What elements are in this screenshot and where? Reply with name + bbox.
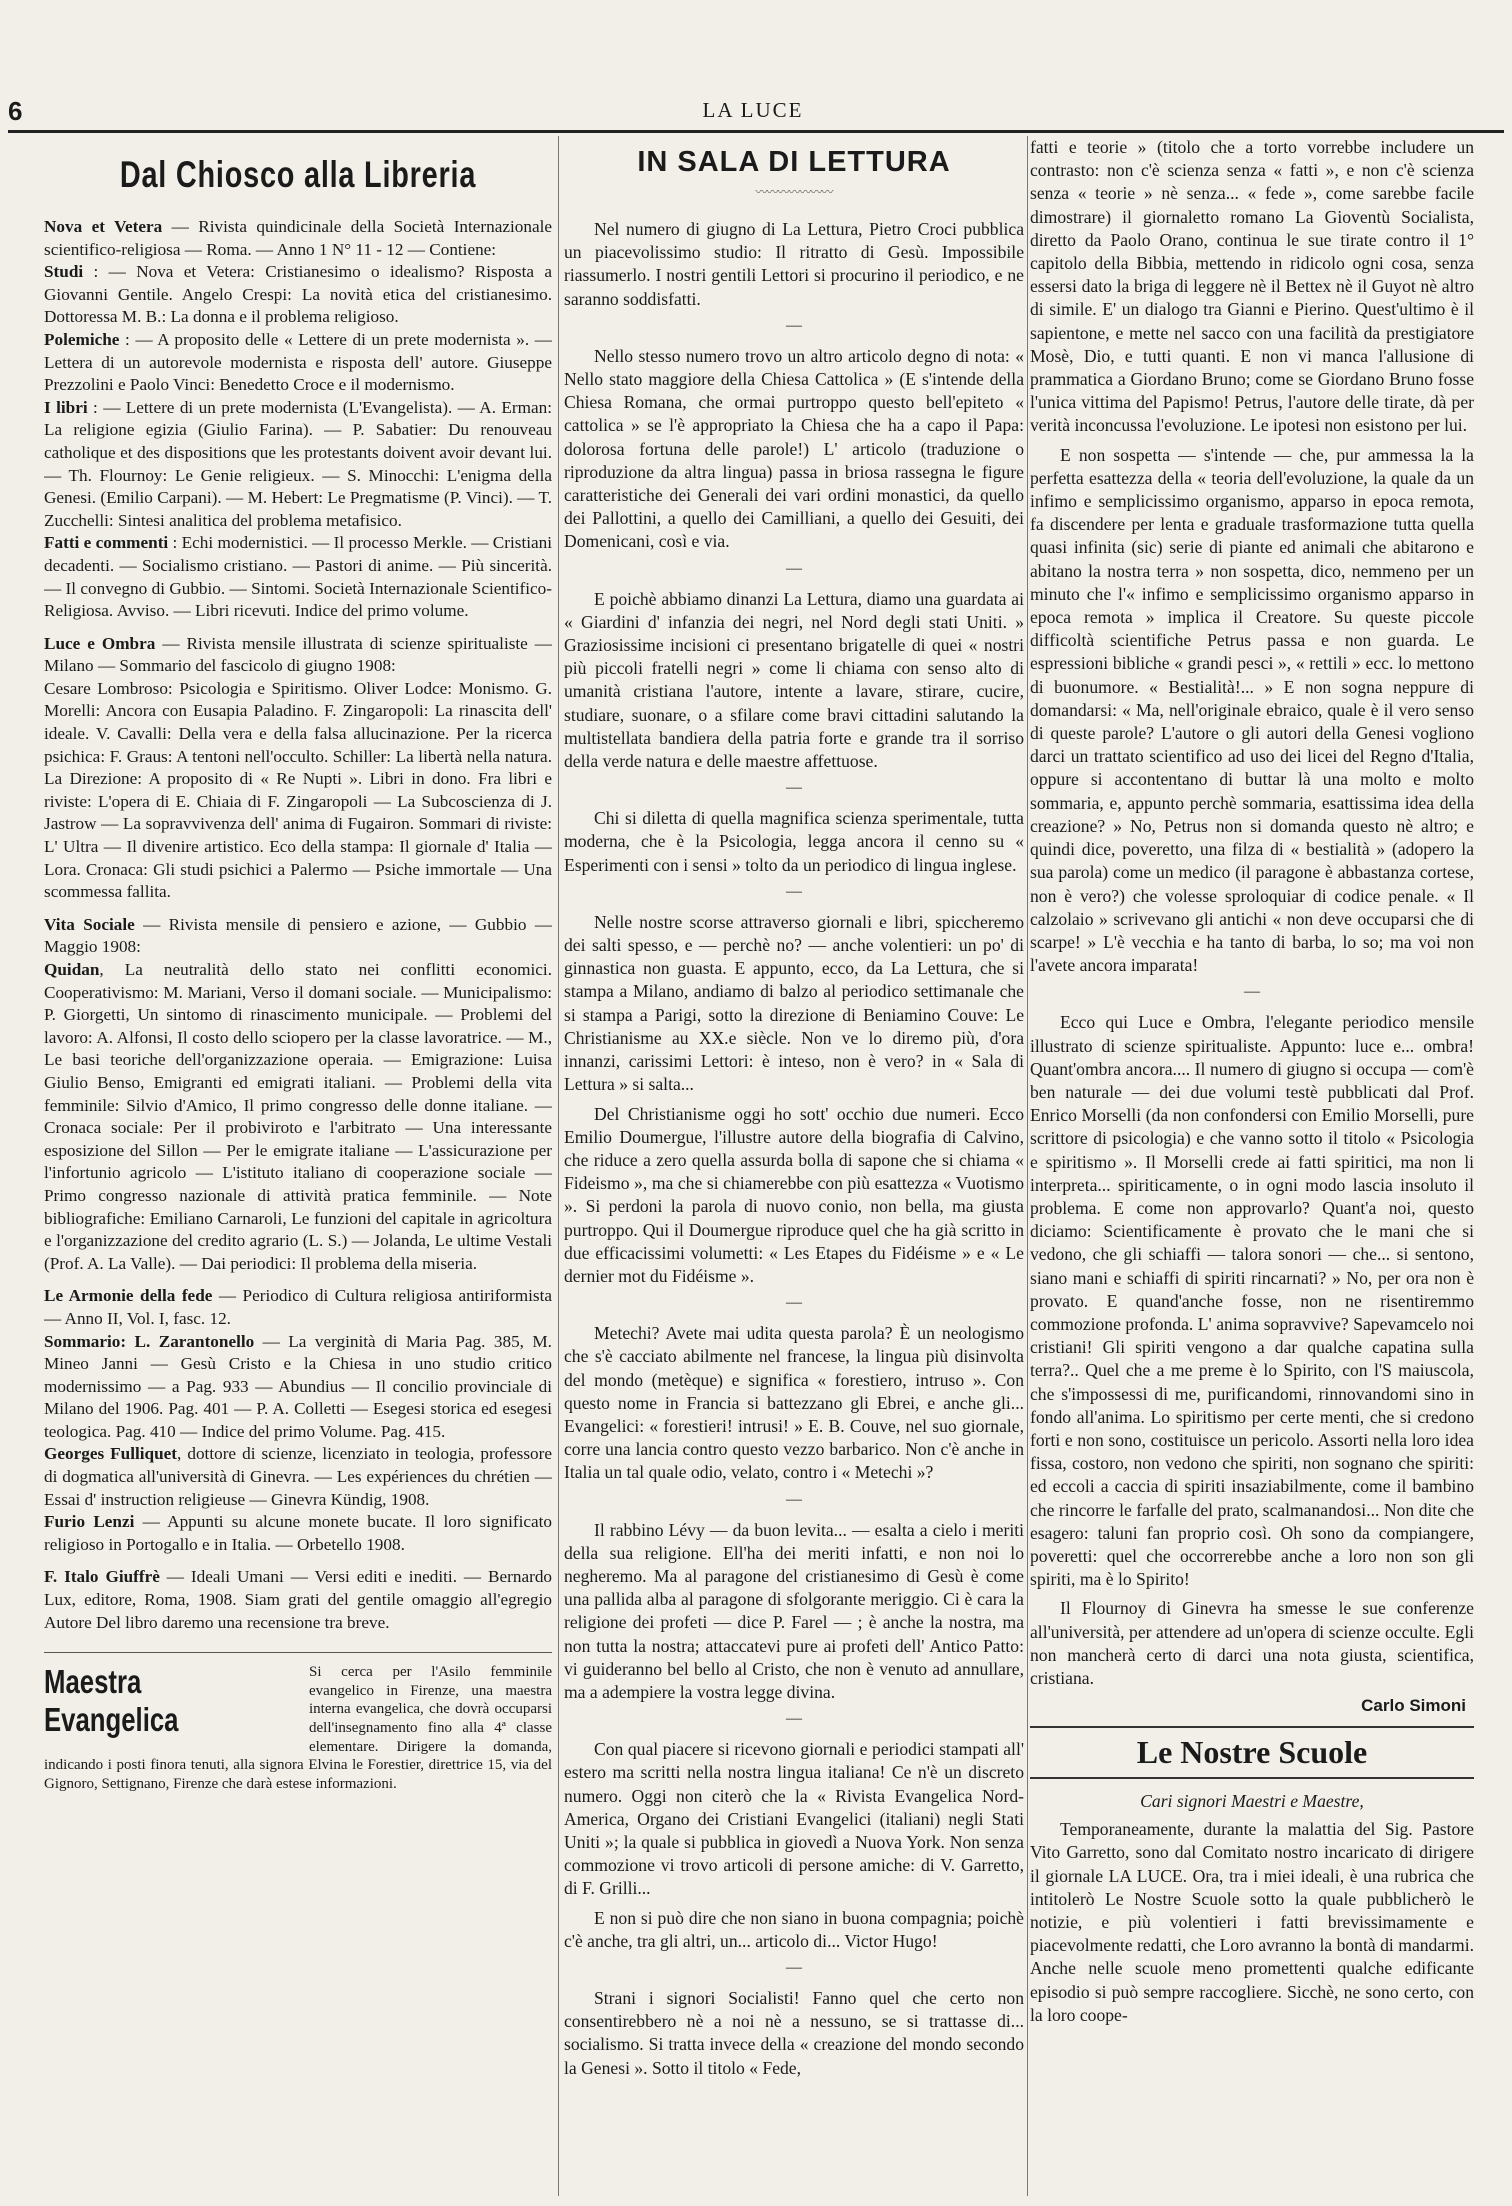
separator-dash: —: [786, 1490, 802, 1508]
article-paragraph: Metechi? Avete mai udita questa parola? È un neologismo che s'è cacciato abilmente nel francese, la lingua più disinvolta del mondo (metèque) e significa « forestiero, intruso ». Con questo nome in Francia si battezzano gli Ebrei, e anche gli... Evangelici: « forestieri! intrusi! » E. B. Couve, nel suo giornale, corre una lancia contro questo vezzo barbarico. Non c'è anche in Italia un tal quale odio, velato, contro i « Metechi »?: [564, 1323, 1024, 1483]
entry-lead: Luce e Ombra: [44, 633, 156, 653]
separator-dash: —: [786, 316, 802, 334]
review-entry: I libri : — Lettere di un prete modernista (L'Evangelista). — A. Erman: La religione egizia (Giulio Farina). — P. Sabatier: Du renouveau catholique et des dispositions que les protestants doivent avoir devant lui. — Th. Flournoy: Le Genie religieux. — S. Minocchi: L'enigma della Genesi. (Emilio Carpani). — M. Hebert: Le Pregmatisme (P. Vinci). — T. Zucchelli: Sintesi analitica del problema metafisico.: [44, 397, 552, 530]
review-entry: Polemiche : — A proposito delle « Lettere di un prete modernista ». — Lettera di un autorevole modernista e risposta dell' autore. Giuseppe Prezzolini e Paolo Vinci: Benedetto Croce e il modernismo.: [44, 329, 552, 395]
review-entry: Le Armonie della fede — Periodico di Cultura religiosa antiriformista — Anno II, Vol. I, fasc. 12.: [44, 1286, 552, 1328]
article-paragraph: E non si può dire che non siano in buona compagnia; poichè c'è anche, tra gli altri, un... articolo di... Victor Hugo!: [564, 1907, 1024, 1951]
article-paragraph: Del Christianisme oggi ho sott' occhio due numeri. Ecco Emilio Doumergue, l'illustre autore della biografia di Calvino, che riduce a zero quella assurda bolla di sapone che si chiama « Fideismo », ma che si chiamerebbe con più esattezza « Vuotismo ». Si perdoni la parola di nuovo conio, non bella, ma giusta purtroppo. Qui il Doumergue riproduce quel che ha già scritto in due efficacissimi volumetti: « Les Etapes du Fidéisme » e « Le dernier mot du Fidéisme ».: [564, 1103, 1024, 1286]
column-divider-2: [1027, 136, 1028, 2196]
entry-lead: I libri: [44, 397, 88, 417]
entry-lead: Nova et Vetera: [44, 217, 163, 236]
review-entry: Cesare Lombroso: Psicologia e Spiritismo. Oliver Lodce: Monismo. G. Morelli: Ancora con Eusapia Paladino. F. Zingaropoli: La rinascita dell' ideale. V. Cavalli: Della vera e della falsa allucinazione. Per la ricerca psichica: F. Graus: A tentoni nell'occulto. Schiller: La libertà nella natura. La Direzione: A proposito di « Re Nupti ». Libri in dono. Fra libri e riviste: L'opera di E. Chiaia di F. Zingaropoli — La Subcoscienza di J. Jastrow — La sopravvivenza dell' anima di Fugairon. Sommari di riviste: L' Ultra — Il divenire artistico. Eco della stampa: Il giornale d' Italia — Lora. Cronaca: Gli studi psichici a Palermo — Psiche immortale — Una scommessa fallita.: [44, 678, 552, 902]
article-paragraph: E non sospetta — s'intende — che, pur ammessa la la perfetta esattezza della « teoria dell'evoluzione, la quale da un infimo e semplicissimo organismo, apparso in epoca remota, fa discendere per lenta e graduale trasformazione tutta quella quasi infinita (sic) serie di piante ed animali che abitarono e abitano la nostra terra » non sospetta, dico, nemmeno per un minuto che l'« infimo e semplicissimo organismo apparso in epoca remota » implica il Creatore. Su queste piccole difficoltà scientifiche Petrus passa e non guarda. Le espressioni bibliche « grandi pesci », « rettili » ecc. lo mettono di buonumore. « Bestialità!... » E non sogna neppure di domandarsi: « Ma, nell'originale ebraico, quale è il vero senso di queste parole? L'autore o gli autori della Genesi vogliono darci un trattato scientifico ad uso dei licei del Regno d'Italia, oppure si accontentano di buttar là una molto e molto sommaria, e, appunto perchè sommaria, esattissima idea della creazione? » No, Petrus non si domanda questo nè altro; e quindi dice, poveretto, una filza di « bestialità » (adopero la sua parola) come un medico (il paragone è abbastanza cortese, non è vero?) che volesse sproloquiar di codice penale. « Il calzolaio » scrivevano gli antichi « non deve occuparsi che di scarpe! » L'è vecchia e ha tanto di barba, lo so; ma voi non l'avete ancora imparata!: [1030, 444, 1474, 976]
article-paragraph: Ecco qui Luce e Ombra, l'elegante periodico mensile illustrato di scienze spiritualiste. Appunto: luce e... ombra! Quant'ombra ancora.... Il numero di giugno si occupa — com'è ben naturale — dei due volumi testè pubblicati dal Prof. Enrico Morselli (da non confondersi con Emilio Morselli, pure scrittore di psicologia) e che vanno sotto il titolo « Psicologia e spiritismo ». Il Morselli crede ai fatti spiritici, ma non li interpreta... spiriticamente, o in ogni modo lascia insoluto il problema. E come non approvarlo? Quant'a noi, questo diciamo: Scientificamente è provato che le mani che si vedono, che gli schiaffi — talora sonori — che... si sentono, siano mani e schiaffi di spiriti rincarnati? » No, per ora non è provato. E quand'anche fosse, non ne risentiremmo commozione profonda. L' anima sopravvive? Sapevamcelo noi cristiani! Gli spiriti vengono a dar qualche capatina sulla terra?.. Quel che a me preme è lo Spirito, con l'S maiuscola, che s'impossessi di me, purificandomi, rinnovandomi sino in fondo all'anima. Lo spiritismo per certe menti, che si credono forti e non sono, costituisce un pericolo. Assorti nella loro idea fissa, costoro, non vedono che spiriti, non sognano che spiriti: ed eccoli a caccia di spiriti insaziabilmente, come il bambino che rincorre le farfalle del prato, scalmanandosi... Non dite che esagero: taluni fan proprio così. Oh sono da compiangere, poveretti: quel che occorrerebbe anche a loro non son gli spiriti, ma è lo Spirito!: [1030, 1012, 1474, 1590]
article-paragraph: E poichè abbiamo dinanzi La Lettura, diamo una guardata ai « Giardini d' infanzia dei negri, nel Nord degli stati Uniti. » Graziosissime incisioni ci presentano brigatelle di quei « nostri più piccoli fratelli negri » come li chiama con senso alto di umanità cristiana l'autore, intente a lavare, stirare, cucire, studiare, suonare, o a sfilare come bravi cittadini salutando la multistellata bandiera della patria forte e grande tra il sorriso della verde natura e delle maestre affettuose.: [564, 588, 1024, 772]
column-divider-1: [558, 136, 559, 2196]
article-paragraph: Chi si diletta di quella magnifica scienza sperimentale, tutta moderna, che è la Psicologia, legga ancora il cenno su « Esperimenti con i sensi » tolto da un periodico di lingua inglese.: [564, 808, 1024, 875]
separator-dash: —: [786, 559, 802, 577]
entry-lead: Furio Lenzi: [44, 1512, 135, 1532]
column-chiosco: [44, 136, 552, 2196]
entry-lead: Quidan: [44, 960, 100, 979]
column-sala-di-lettura: [564, 136, 1024, 2196]
page-number: 6: [8, 96, 23, 126]
separator-dash: —: [786, 779, 802, 797]
review-entry: Vita Sociale — Rivista mensile di pensiero e azione, — Gubbio — Maggio 1908:: [44, 914, 552, 957]
ornament-wavy-rule: 〰〰〰〰〰〰〰: [755, 185, 833, 199]
separator-dash: —: [786, 1959, 802, 1976]
running-title: LA LUCE: [702, 98, 804, 122]
masthead: [8, 96, 1498, 126]
section-title-sala: IN SALA DI LETTURA: [637, 146, 951, 178]
entry-lead: Polemiche: [44, 329, 120, 349]
entry-lead: Vita Sociale: [44, 914, 135, 934]
article-paragraph: Con qual piacere si ricevono giornali e periodici stampati all' estero ma scritti nella nostra lingua italiana! Ce n'è un discreto numero. Oggi non citerò che la « Rivista Evangelica Nord-America, Organo dei Cristiani Evangelici (italiani) negli Stati Uniti »; la quale si pubblica in giovedì a Nuova York. Non senza commozione vi trovo articoli di persone amiche: di V. Garretto, di F. Grilli...: [564, 1739, 1024, 1899]
entry-lead: F. Italo Giuffrè: [44, 1567, 160, 1587]
entry-lead: Fatti e commenti: [44, 533, 169, 553]
spacer: [44, 1556, 552, 1566]
separator-dash: —: [786, 1710, 802, 1728]
entry-lead: Sommario: L. Zarantonello: [44, 1331, 255, 1351]
review-entry: F. Italo Giuffrè — Ideali Umani — Versi editi e inediti. — Bernardo Lux, editore, Roma, 1908. Siam grati del gentile omaggio all'egregio Autore Del libro daremo una recensione tra breve.: [44, 1567, 552, 1632]
separator-dash: —: [1244, 983, 1260, 1001]
article-paragraph: Strani i signori Socialisti! Fanno quel che certo non consentirebbero nè a noi nè a nessuno, se si trattasse di... socialismo. Si tratta invece della « creazione del mondo secondo la Genesi ». Sotto il titolo « Fede,: [564, 1988, 1024, 2078]
ad-text: Si cerca per l'Asilo femminile evangelico in Firenze, una maestra interna evangelica, che dovrà occuparsi dell'insegnamento fino alla 4ª classe elementare. Dirigere la domanda, indicando i posti finora tenuti, alla signora Elvina le Forestier, direttrice 15, via del Gignoro, Settignano, Firenze che darà estese informazioni.: [44, 1664, 552, 1792]
entry-lead: Studi: [44, 262, 84, 282]
entry-lead: Georges Fulliquet: [44, 1444, 178, 1464]
review-entry: Sommario: L. Zarantonello — La verginità di Maria Pag. 385, M. Mineo Janni — Gesù Cristo e la Chiesa in uno studio critico modernissimo — a Pag. 933 — Abundius — Il concilio provinciale di Milano del 1906. Pag. 401 — P. A. Colletti — Esegesi storica ed esegesi teologica. Pag. 410 — Indice del primo Volume. Pag. 415.: [44, 1331, 552, 1441]
article-paragraph: fatti e teorie » (titolo che a torto vorrebbe includere un contrasto: non c'è scienza senza « fatti », e non c'è scienza senza « teorie » nè senza... « fede », come sarebbe facile dimostrare) il giornaletto romano La Gioventù Socialista, diretto da Paolo Orano, continua le sue tirate contro il 1° capitolo della Bibbia, mettendo in ridicolo ogni cosa, senza essersi dato la briga di leggere nè il Bettex nè il Guyot nè altro di simile. E' un dialogo tra Gianni e Pierino. Quest'ultimo è il sapientone, e mette nel sacco con una facilità da prestigiatore Mosè, Dio, e tutti quanti. E non vi manca l'allusione di prammatica a Giordano Bruno; come se Giordano Bruno fosse l'unica vittima del Papismo! Petrus, l'autore delle tirate, dà per verità inconcussa l'evoluzione. Le ipotesi non esistono per lui.: [1030, 137, 1474, 436]
article-paragraph: Nelle nostre scorse attraverso giornali e libri, spiccheremo dei salti spesso, e — perchè no? — anche volentieri: un po' di ginnastica non guasta. E appunto, ecco, da La Lettura, che si stampa a Milano, andiamo di balzo al periodico settimanale che si stampa a Parigi, sotto la direzione di Beniamino Couve: Le Christianisme au XX.e siècle. Non ve lo diremo più, d'ora innanzi, carissimi Lettori: è inteso, non è vero? in « Sala di Lettura » si salta...: [564, 911, 1024, 1095]
article-paragraph: Nel numero di giugno di La Lettura, Pietro Croci pubblica un piacevolissimo studio: Il ritratto di Gesù. Impossibile riassumerlo. I nostri gentili Lettori si procurino il periodico, e ne saranno soddisfatti.: [564, 219, 1024, 309]
separator-dash: —: [786, 882, 802, 900]
review-entry: Fatti e commenti : Echi modernistici. — Il processo Merkle. — Cristiani decadenti. — Socialismo cristiano. — Pastori di anime. — Più sincerità. — Il convegno di Gubbio. — Sintomi. Società Internazionale Scientifico-Religiosa. Avviso. — Libri ricevuti. Indice del primo volume.: [44, 533, 552, 621]
article-paragraph: Il rabbino Lévy — da buon levita... — esalta a cielo i meriti della sua religione. Ell'ha dei meriti infatti, e non noi lo negheremo. Ma al paragone del cristianesimo di Gesù è come una pallida alba al paragone di sfolgorante meriggio. Ci è cara la religione dei profeti — dice P. Farel — ; è anche la nostra, ma non tutta la nostra; attaccatevi pure ai profeti dell' Antico Patto: vi guideranno bel bello al Cristo, che non è venuto ad annullare, ma a adempiere la vostra legge divina.: [564, 1519, 1024, 1702]
review-entry: Quidan, La neutralità dello stato nei conflitti economici. Cooperativismo: M. Mariani, Verso il domani sociale. — Municipalismo: P. Giorgetti, Un sintomo di rinascimento municipale. — Problemi del lavoro: A. Alfonsi, Il costo dello sciopero per la classe lavoratrice. — M., Le basi teoriche dell'organizzazione operaia. — Emigrazione: Luisa Giulio Benso, Emigranti ed emigrati italiani. — Problemi della vita femminile: Silvio d'Amico, Il primo congresso delle donne italiane. — Cronaca sociale: Per il probiviroto e l'arbitrato — Una interessante esposizione del Sillon — Per le emigrate italiane — L'assicurazione per l'infortunio agricolo — L'istituto italiano di cooperazione sociale — Primo congresso nazionale di attività pratica femminile. — Note bibliografiche: Emiliano Carnaroli, Le funzioni del capitale in agricoltura e l'organizzazione del credito agrario (L. S.) — Jolanda, Le ultime Vestali (Prof. A. La Valle). — Dai periodici: Il problema della miseria.: [44, 960, 552, 1273]
separator-dash: —: [786, 1294, 802, 1312]
header-rule: [8, 130, 1504, 133]
section-title-scuole: Le Nostre Scuole: [1136, 1734, 1368, 1771]
spacer: [44, 904, 552, 914]
review-entry: Georges Fulliquet, dottore di scienze, licenziato in teologia, professore di dogmatica all'università di Ginevra. — Les expériences du chrétien — Essai d' instruction religieuse — Ginevra Kündig, 1908.: [44, 1444, 552, 1509]
article-paragraph: Nello stesso numero trovo un altro articolo degno di nota: « Nello stato maggiore della Chiesa Cattolica » (E s'intende della Chiesa Romana, che ormai purtroppo questo bell'epiteto « cattolica » se l'è appropriato la Chiesa che ha a capo il Papa: dolorosa fortuna delle parole!) L' articolo (traduzione o riproduzione da altra lingua) passa in briosa rassegna le figure caratteristiche dei Generali dei vari ordini monastici, da quello dei Pallottini, a quello dei Camilliani, a quello dei Gesuiti, dei Domenicani, così e via.: [564, 345, 1024, 552]
article-paragraph: Il Flournoy di Ginevra ha smesse le sue conferenze all'università, per attendere ad un'opera di scienze occulte. Egli non mancherà certo di darci una nota giusta, scientifica, cristiana.: [1030, 1598, 1474, 1688]
spacer: [44, 623, 552, 633]
review-entry: Studi : — Nova et Vetera: Cristianesimo o idealismo? Risposta a Giovanni Gentile. Angelo Crespi: La novità etica del cristianesimo. Dottoressa M. B.: La donna e il problema religioso.: [44, 262, 552, 327]
section-box-scuole: [1030, 1726, 1474, 1779]
section-title-chiosco: Dal Chiosco alla Libreria: [119, 154, 477, 195]
salutation: Cari signori Maestri e Maestre,: [1140, 1791, 1364, 1812]
review-entry: Nova et Vetera — Rivista quindicinale della Società Internazionale scientifico-religiosa — Roma. — Anno 1 N° 11 - 12 — Contiene:: [44, 217, 552, 259]
review-entry: Luce e Ombra — Rivista mensile illustrata di scienze spiritualiste — Milano — Sommario del fascicolo di giugno 1908:: [44, 633, 552, 676]
ad-title: Maestra Evangelica: [44, 1663, 179, 1739]
classified-ad: [44, 1652, 552, 1793]
review-entry: Furio Lenzi — Appunti su alcune monete bucate. Il loro significato religioso in Portogallo e in Italia. — Orbetello 1908.: [44, 1512, 552, 1554]
article-paragraph: Temporaneamente, durante la malattia del Sig. Pastore Vito Garretto, sono dal Comitato nostro incaricato di dirigere il giornale LA LUCE. Ora, tra i miei ideali, è una rubrica che intitolerò Le Nostre Scuole sotto la quale pubblicherò le notizie, e più volentieri i fatti brevissimamente e piacevolmente redatti, che Loro avranno la bontà di mandarmi. Anche nelle scuole meno promettenti qualche edificante episodio si può sempre raccogliere. Sicchè, ne sono certo, con la loro coope-: [1030, 1819, 1474, 2025]
entry-lead: Le Armonie della fede: [44, 1286, 213, 1306]
spacer: [44, 1275, 552, 1285]
author-signature: Carlo Simoni: [1361, 1696, 1466, 1716]
review-list: [44, 216, 552, 1634]
column-continuation: [1030, 136, 1474, 2196]
